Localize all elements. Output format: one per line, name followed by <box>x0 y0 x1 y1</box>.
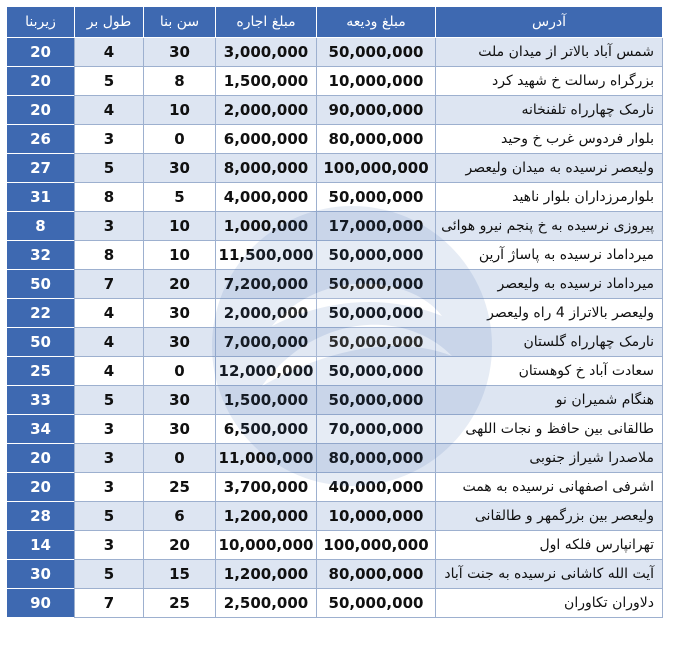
cell-rent <box>216 125 317 154</box>
cell-deposit <box>317 444 436 473</box>
table-header-row <box>7 7 663 38</box>
cell-area <box>7 531 75 560</box>
cell-rent-value: 2,000,000 <box>223 101 309 119</box>
cell-age-value: 0 <box>174 130 185 148</box>
cell-length-value: 7 <box>103 275 115 293</box>
cell-length-value: 3 <box>103 478 115 496</box>
cell-area <box>7 357 75 386</box>
cell-rent-value: 8,000,000 <box>223 159 309 177</box>
cell-area-value: 31 <box>30 188 51 206</box>
cell-length-value: 5 <box>103 507 115 525</box>
cell-address: بزرگراه رسالت خ شهید کرد <box>436 67 663 96</box>
cell-area-value: 20 <box>30 72 51 90</box>
cell-deposit <box>317 241 436 270</box>
cell-deposit <box>317 357 436 386</box>
cell-length <box>75 502 144 531</box>
cell-rent-value: 1,500,000 <box>223 72 309 90</box>
table-row <box>7 502 663 531</box>
cell-address: بلوار فردوس غرب خ وحید <box>436 125 663 154</box>
cell-deposit <box>317 212 436 241</box>
cell-age <box>144 357 216 386</box>
cell-rent-value: 10,000,000 <box>218 536 314 554</box>
cell-area <box>7 444 75 473</box>
cell-rent-value: 1,500,000 <box>223 391 309 409</box>
cell-age-value: 30 <box>169 420 190 438</box>
cell-address: شمس آباد بالاتر از میدان ملت <box>436 38 663 67</box>
cell-rent <box>216 357 317 386</box>
cell-rent <box>216 270 317 299</box>
cell-rent-value: 11,500,000 <box>218 246 314 264</box>
cell-rent-value: 1,000,000 <box>223 217 309 235</box>
cell-age <box>144 589 216 618</box>
table-row <box>7 125 663 154</box>
table-row <box>7 357 663 386</box>
cell-deposit-value: 80,000,000 <box>328 565 424 583</box>
cell-area-value: 30 <box>30 565 51 583</box>
cell-deposit <box>317 473 436 502</box>
cell-length-value: 4 <box>103 101 115 119</box>
cell-length-value: 5 <box>103 565 115 583</box>
table-row <box>7 444 663 473</box>
cell-area <box>7 67 75 96</box>
cell-area-value: 14 <box>30 536 51 554</box>
cell-rent-value: 7,000,000 <box>223 333 309 351</box>
cell-area-value: 20 <box>30 43 51 61</box>
cell-length <box>75 531 144 560</box>
cell-rent <box>216 241 317 270</box>
cell-age <box>144 444 216 473</box>
cell-length-value: 8 <box>103 246 115 264</box>
cell-length <box>75 241 144 270</box>
cell-deposit-value: 100,000,000 <box>323 159 429 177</box>
cell-age-value: 30 <box>169 391 190 409</box>
cell-address: بلوارمرزداران بلوار ناهید <box>436 183 663 212</box>
cell-age-value: 10 <box>169 101 190 119</box>
cell-area-value: 50 <box>30 275 51 293</box>
cell-rent <box>216 473 317 502</box>
cell-area-value: 28 <box>30 507 51 525</box>
cell-age-value: 8 <box>174 72 185 90</box>
cell-deposit-value: 80,000,000 <box>328 449 424 467</box>
cell-age-value: 30 <box>169 304 190 322</box>
cell-rent <box>216 38 317 67</box>
cell-area <box>7 502 75 531</box>
header-address: آدرس <box>436 7 663 38</box>
cell-length <box>75 444 144 473</box>
cell-length-value: 3 <box>103 130 115 148</box>
cell-age-value: 0 <box>174 362 185 380</box>
cell-rent <box>216 589 317 618</box>
cell-rent-value: 2,000,000 <box>223 304 309 322</box>
cell-deposit <box>317 270 436 299</box>
cell-age <box>144 183 216 212</box>
table-row <box>7 67 663 96</box>
cell-address: سعادت آباد خ کوهستان <box>436 357 663 386</box>
cell-area-value: 20 <box>30 478 51 496</box>
cell-rent-value: 7,200,000 <box>223 275 309 293</box>
table-row <box>7 241 663 270</box>
cell-area-value: 90 <box>30 594 51 612</box>
cell-deposit <box>317 415 436 444</box>
cell-age <box>144 212 216 241</box>
cell-length-value: 5 <box>103 159 115 177</box>
cell-length <box>75 96 144 125</box>
cell-age <box>144 473 216 502</box>
cell-age-value: 10 <box>169 217 190 235</box>
table-row <box>7 531 663 560</box>
cell-deposit-value: 17,000,000 <box>328 217 424 235</box>
cell-address: اشرفی اصفهانی نرسیده به همت <box>436 473 663 502</box>
cell-address: تهرانپارس فلکه اول <box>436 531 663 560</box>
cell-deposit-value: 10,000,000 <box>328 507 424 525</box>
cell-deposit-value: 50,000,000 <box>328 391 424 409</box>
cell-deposit <box>317 38 436 67</box>
rental-listings-table <box>6 6 663 618</box>
cell-area <box>7 96 75 125</box>
cell-length <box>75 415 144 444</box>
cell-length-value: 5 <box>103 72 115 90</box>
cell-length <box>75 67 144 96</box>
cell-length-value: 5 <box>103 391 115 409</box>
table-row <box>7 38 663 67</box>
cell-area-value: 27 <box>30 159 51 177</box>
cell-address: آیت الله کاشانی نرسیده به جنت آباد <box>436 560 663 589</box>
cell-area <box>7 589 75 618</box>
table-row <box>7 386 663 415</box>
cell-address: میرداماد نرسیده به ولیعصر <box>436 270 663 299</box>
cell-deposit-value: 80,000,000 <box>328 130 424 148</box>
cell-age <box>144 241 216 270</box>
cell-age <box>144 38 216 67</box>
cell-deposit-value: 50,000,000 <box>328 246 424 264</box>
cell-area <box>7 299 75 328</box>
table-row <box>7 328 663 357</box>
cell-length <box>75 212 144 241</box>
cell-deposit-value: 100,000,000 <box>323 536 429 554</box>
cell-length-value: 4 <box>103 362 115 380</box>
cell-rent <box>216 386 317 415</box>
cell-length <box>75 328 144 357</box>
cell-length-value: 7 <box>103 594 115 612</box>
cell-age-value: 6 <box>174 507 185 525</box>
cell-rent <box>216 415 317 444</box>
cell-address: ولیعصر بالاتراز 4 راه ولیعصر <box>436 299 663 328</box>
table-row <box>7 270 663 299</box>
cell-rent <box>216 96 317 125</box>
cell-area-value: 50 <box>30 333 51 351</box>
cell-area-value: 26 <box>30 130 51 148</box>
cell-area <box>7 154 75 183</box>
cell-age-value: 0 <box>174 449 185 467</box>
cell-age-value: 10 <box>169 246 190 264</box>
cell-deposit <box>317 125 436 154</box>
cell-rent-value: 12,000,000 <box>218 362 314 380</box>
table-row <box>7 212 663 241</box>
cell-rent <box>216 212 317 241</box>
header-deposit: مبلغ ودیعه <box>317 7 436 38</box>
cell-area <box>7 473 75 502</box>
cell-length-value: 3 <box>103 217 115 235</box>
cell-rent <box>216 154 317 183</box>
cell-age-value: 30 <box>169 333 190 351</box>
cell-length <box>75 299 144 328</box>
table-row <box>7 589 663 618</box>
cell-address: ولیعصر بین بزرگمهر و طالقانی <box>436 502 663 531</box>
cell-area <box>7 125 75 154</box>
cell-age-value: 20 <box>169 536 190 554</box>
cell-area <box>7 38 75 67</box>
cell-deposit-value: 50,000,000 <box>328 188 424 206</box>
header-length: طول بر <box>75 7 144 38</box>
cell-area <box>7 328 75 357</box>
cell-area-value: 20 <box>30 101 51 119</box>
cell-deposit-value: 90,000,000 <box>328 101 424 119</box>
cell-deposit <box>317 67 436 96</box>
cell-address: پیروزی نرسیده به خ پنجم نیرو هوائی <box>436 212 663 241</box>
cell-deposit <box>317 386 436 415</box>
cell-age-value: 25 <box>169 594 190 612</box>
cell-address: ولیعصر نرسیده به میدان ولیعصر <box>436 154 663 183</box>
cell-length <box>75 125 144 154</box>
cell-deposit-value: 40,000,000 <box>328 478 424 496</box>
cell-area-value: 34 <box>30 420 51 438</box>
cell-age <box>144 531 216 560</box>
cell-rent-value: 1,200,000 <box>223 565 309 583</box>
cell-area <box>7 415 75 444</box>
cell-rent-value: 3,700,000 <box>223 478 309 496</box>
cell-rent <box>216 502 317 531</box>
cell-age-value: 20 <box>169 275 190 293</box>
table-body <box>7 38 663 618</box>
cell-address: ملاصدرا شیراز جنوبی <box>436 444 663 473</box>
cell-area <box>7 560 75 589</box>
cell-rent-value: 6,000,000 <box>223 130 309 148</box>
cell-age-value: 5 <box>174 188 185 206</box>
cell-length-value: 4 <box>103 304 115 322</box>
cell-area <box>7 270 75 299</box>
table-row <box>7 415 663 444</box>
cell-deposit <box>317 154 436 183</box>
cell-rent-value: 1,200,000 <box>223 507 309 525</box>
cell-deposit <box>317 96 436 125</box>
cell-age-value: 30 <box>169 159 190 177</box>
cell-rent <box>216 183 317 212</box>
cell-length <box>75 589 144 618</box>
cell-rent <box>216 67 317 96</box>
cell-rent <box>216 444 317 473</box>
cell-age <box>144 270 216 299</box>
cell-area <box>7 212 75 241</box>
cell-deposit <box>317 560 436 589</box>
cell-age <box>144 328 216 357</box>
cell-length <box>75 357 144 386</box>
cell-length <box>75 560 144 589</box>
cell-age <box>144 415 216 444</box>
cell-rent-value: 2,500,000 <box>223 594 309 612</box>
cell-address: میرداماد نرسیده به پاساژ آرین <box>436 241 663 270</box>
cell-address: نارمک چهارراه تلفنخانه <box>436 96 663 125</box>
cell-rent <box>216 328 317 357</box>
table-row <box>7 183 663 212</box>
cell-length-value: 3 <box>103 420 115 438</box>
table-row <box>7 560 663 589</box>
cell-area <box>7 386 75 415</box>
cell-area-value: 33 <box>30 391 51 409</box>
cell-area-value: 22 <box>30 304 51 322</box>
cell-area-value: 20 <box>30 449 51 467</box>
cell-deposit-value: 50,000,000 <box>328 304 424 322</box>
cell-deposit-value: 50,000,000 <box>328 43 424 61</box>
cell-length-value: 3 <box>103 449 115 467</box>
cell-age <box>144 502 216 531</box>
cell-deposit-value: 70,000,000 <box>328 420 424 438</box>
cell-rent-value: 4,000,000 <box>223 188 309 206</box>
cell-area <box>7 241 75 270</box>
cell-deposit <box>317 502 436 531</box>
cell-deposit-value: 50,000,000 <box>328 275 424 293</box>
cell-length <box>75 386 144 415</box>
table-row <box>7 299 663 328</box>
header-area: زیربنا <box>7 7 75 38</box>
table-row <box>7 154 663 183</box>
header-age: سن بنا <box>144 7 216 38</box>
cell-rent-value: 11,000,000 <box>218 449 314 467</box>
cell-age <box>144 386 216 415</box>
cell-length-value: 4 <box>103 333 115 351</box>
cell-age <box>144 125 216 154</box>
cell-age <box>144 67 216 96</box>
cell-length <box>75 38 144 67</box>
cell-length-value: 4 <box>103 43 115 61</box>
cell-age <box>144 96 216 125</box>
cell-length <box>75 154 144 183</box>
listing-table-frame <box>6 6 662 618</box>
cell-deposit <box>317 589 436 618</box>
cell-length <box>75 473 144 502</box>
cell-deposit-value: 50,000,000 <box>328 333 424 351</box>
cell-length <box>75 270 144 299</box>
cell-deposit-value: 50,000,000 <box>328 362 424 380</box>
cell-deposit-value: 50,000,000 <box>328 594 424 612</box>
cell-deposit <box>317 531 436 560</box>
cell-age <box>144 560 216 589</box>
header-rent: مبلغ اجاره <box>216 7 317 38</box>
table-row <box>7 473 663 502</box>
cell-age-value: 15 <box>169 565 190 583</box>
cell-length-value: 3 <box>103 536 115 554</box>
cell-area-value: 32 <box>30 246 51 264</box>
cell-area-value: 25 <box>30 362 51 380</box>
cell-rent-value: 6,500,000 <box>223 420 309 438</box>
cell-deposit-value: 10,000,000 <box>328 72 424 90</box>
cell-address: دلاوران تکاوران <box>436 589 663 618</box>
cell-deposit <box>317 299 436 328</box>
cell-deposit <box>317 328 436 357</box>
cell-area-value: 8 <box>35 217 46 235</box>
cell-age <box>144 154 216 183</box>
cell-rent-value: 3,000,000 <box>223 43 309 61</box>
cell-length <box>75 183 144 212</box>
cell-age-value: 30 <box>169 43 190 61</box>
cell-rent <box>216 531 317 560</box>
cell-address: هنگام شمیران نو <box>436 386 663 415</box>
cell-area <box>7 183 75 212</box>
cell-length-value: 8 <box>103 188 115 206</box>
cell-rent <box>216 560 317 589</box>
cell-rent <box>216 299 317 328</box>
cell-deposit <box>317 183 436 212</box>
cell-age-value: 25 <box>169 478 190 496</box>
cell-age <box>144 299 216 328</box>
cell-address: نارمک چهارراه گلستان <box>436 328 663 357</box>
cell-address: طالقانی بین حافظ و نجات اللهی <box>436 415 663 444</box>
table-row <box>7 96 663 125</box>
